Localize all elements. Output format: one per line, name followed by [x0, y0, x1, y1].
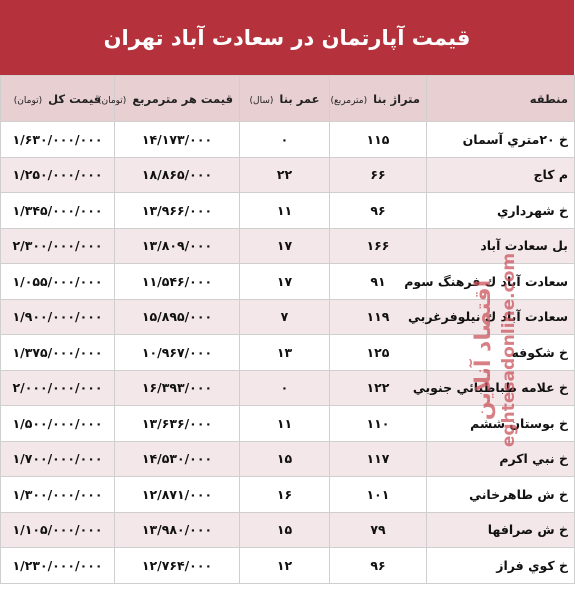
cell-price-per-meter: ۱۲/۸۷۱/۰۰۰ — [115, 477, 240, 513]
watermark-text-en: eghtesadonline.com — [499, 252, 519, 448]
header-ppm-unit: (تومان) — [97, 95, 127, 106]
cell-region: خ ۲۰متري آسمان — [427, 122, 575, 158]
cell-region: خ ش صرافها — [427, 512, 575, 548]
table-row — [1, 228, 575, 264]
price-table — [0, 75, 575, 584]
cell-total-price: ۱/۳۰۰/۰۰۰/۰۰۰ — [1, 477, 115, 513]
watermark-text-fa: اقتصاد آنلاین — [471, 279, 496, 421]
header-ppm-label: قیمت هر مترمربع — [132, 91, 233, 106]
cell-area: ۱۶۶ — [330, 228, 427, 264]
header-area — [330, 76, 427, 122]
table-row — [1, 548, 575, 584]
cell-age: ۱۲ — [240, 548, 330, 584]
cell-total-price: ۲/۰۰۰/۰۰۰/۰۰۰ — [1, 370, 115, 406]
table-row — [1, 441, 575, 477]
cell-area: ۹۶ — [330, 193, 427, 229]
header-total-label: قیمت کل — [48, 91, 102, 106]
cell-price-per-meter: ۱۵/۸۹۵/۰۰۰ — [115, 299, 240, 335]
table-row — [1, 477, 575, 513]
header-total-price — [1, 76, 115, 122]
cell-age: ۲۲ — [240, 157, 330, 193]
cell-age: ۱۶ — [240, 477, 330, 513]
cell-age: ۰ — [240, 370, 330, 406]
cell-price-per-meter: ۱۱/۵۴۶/۰۰۰ — [115, 264, 240, 300]
cell-region: خ نبي اكرم — [427, 441, 575, 477]
cell-price-per-meter: ۱۰/۹۶۷/۰۰۰ — [115, 335, 240, 371]
cell-region: بل سعادت آباد — [427, 228, 575, 264]
cell-age: ۱۱ — [240, 406, 330, 442]
cell-price-per-meter: ۱۴/۵۳۰/۰۰۰ — [115, 441, 240, 477]
cell-area: ۱۱۹ — [330, 299, 427, 335]
table-body — [1, 122, 575, 584]
cell-area: ۹۶ — [330, 548, 427, 584]
table-row — [1, 299, 575, 335]
cell-age: ۰ — [240, 122, 330, 158]
cell-price-per-meter: ۱۳/۶۳۶/۰۰۰ — [115, 406, 240, 442]
table-row — [1, 370, 575, 406]
cell-total-price: ۱/۱۰۵/۰۰۰/۰۰۰ — [1, 512, 115, 548]
cell-area: ۱۲۵ — [330, 335, 427, 371]
cell-price-per-meter: ۱۸/۸۶۵/۰۰۰ — [115, 157, 240, 193]
cell-price-per-meter: ۱۳/۹۸۰/۰۰۰ — [115, 512, 240, 548]
cell-region: خ كوي فراز — [427, 548, 575, 584]
table-row — [1, 406, 575, 442]
cell-total-price: ۱/۳۴۵/۰۰۰/۰۰۰ — [1, 193, 115, 229]
header-area-unit: (مترمربع) — [330, 95, 368, 106]
cell-price-per-meter: ۱۳/۹۶۶/۰۰۰ — [115, 193, 240, 229]
header-region-label: منطقه — [529, 91, 568, 106]
header-age — [240, 76, 330, 122]
header-age-label: عمر بنا — [279, 91, 320, 106]
table-row — [1, 122, 575, 158]
cell-age: ۱۱ — [240, 193, 330, 229]
cell-region: خ ش طاهرخاني — [427, 477, 575, 513]
header-total-unit: (تومان) — [13, 95, 43, 106]
table-row — [1, 512, 575, 548]
cell-total-price: ۱/۰۵۵/۰۰۰/۰۰۰ — [1, 264, 115, 300]
cell-price-per-meter: ۱۴/۱۷۳/۰۰۰ — [115, 122, 240, 158]
cell-area: ۷۹ — [330, 512, 427, 548]
cell-price-per-meter: ۱۶/۳۹۳/۰۰۰ — [115, 370, 240, 406]
table-row — [1, 193, 575, 229]
cell-region: سعادت آباد ك نيلوفرغربي — [427, 299, 575, 335]
cell-age: ۱۵ — [240, 512, 330, 548]
cell-total-price: ۱/۲۵۰/۰۰۰/۰۰۰ — [1, 157, 115, 193]
cell-area: ۱۱۰ — [330, 406, 427, 442]
table-row — [1, 157, 575, 193]
cell-region: خ علامه طباطبائي جنوبي — [427, 370, 575, 406]
cell-total-price: ۱/۳۷۵/۰۰۰/۰۰۰ — [1, 335, 115, 371]
cell-price-per-meter: ۱۳/۸۰۹/۰۰۰ — [115, 228, 240, 264]
cell-age: ۷ — [240, 299, 330, 335]
cell-total-price: ۱/۲۳۰/۰۰۰/۰۰۰ — [1, 548, 115, 584]
cell-total-price: ۱/۶۳۰/۰۰۰/۰۰۰ — [1, 122, 115, 158]
cell-region: خ شكوفه — [427, 335, 575, 371]
cell-price-per-meter: ۱۲/۷۶۴/۰۰۰ — [115, 548, 240, 584]
table-row — [1, 335, 575, 371]
cell-age: ۱۷ — [240, 264, 330, 300]
page-title: قیمت آپارتمان در سعادت آباد تهران — [0, 0, 574, 75]
cell-age: ۱۷ — [240, 228, 330, 264]
header-age-unit: (سال) — [249, 95, 274, 106]
cell-area: ۶۶ — [330, 157, 427, 193]
cell-area: ۱۲۲ — [330, 370, 427, 406]
header-price-per-meter — [97, 76, 240, 122]
cell-area: ۱۰۱ — [330, 477, 427, 513]
header-area-label: متراژ بنا — [373, 91, 420, 106]
cell-total-price: ۱/۹۰۰/۰۰۰/۰۰۰ — [1, 299, 115, 335]
cell-region: خ شهرداري — [427, 193, 575, 229]
table-row — [1, 264, 575, 300]
cell-total-price: ۱/۷۰۰/۰۰۰/۰۰۰ — [1, 441, 115, 477]
header-region — [427, 76, 575, 122]
cell-area: ۱۱۵ — [330, 122, 427, 158]
cell-region: سعادت آباد ك فرهنگ سوم — [427, 264, 575, 300]
table-header-row — [1, 76, 575, 122]
cell-age: ۱۵ — [240, 441, 330, 477]
cell-region: خ بوستان ششم — [427, 406, 575, 442]
cell-total-price: ۲/۳۰۰/۰۰۰/۰۰۰ — [1, 228, 115, 264]
cell-region: م كاج — [427, 157, 575, 193]
cell-area: ۱۱۷ — [330, 441, 427, 477]
cell-total-price: ۱/۵۰۰/۰۰۰/۰۰۰ — [1, 406, 115, 442]
cell-age: ۱۳ — [240, 335, 330, 371]
cell-area: ۹۱ — [330, 264, 427, 300]
